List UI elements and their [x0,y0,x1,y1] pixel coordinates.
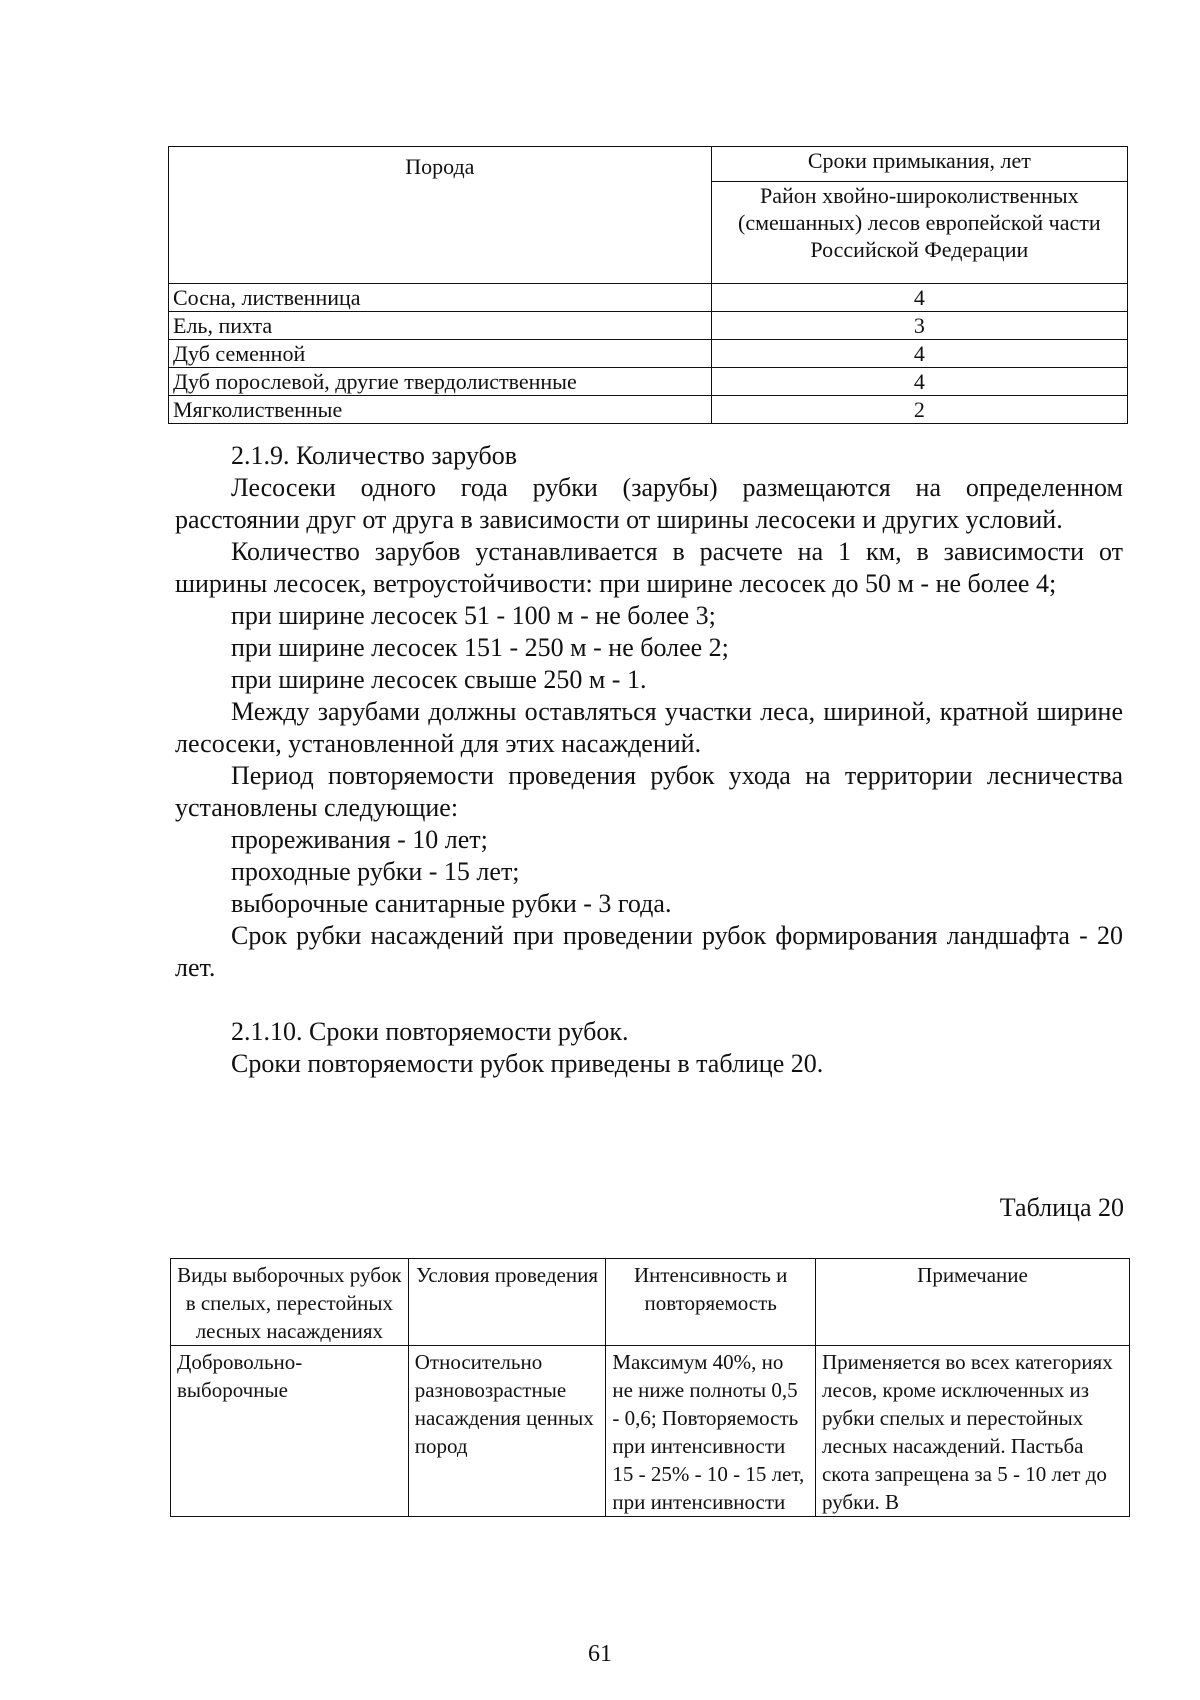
table-row [171,1346,1130,1517]
section-heading: 2.1.10. Сроки повторяемости рубок. [231,1017,629,1046]
table2-header: Условия проведения [408,1259,606,1346]
paragraph: Лесосеки одного года рубки (зарубы) размещаются на определенном расстоянии друг от друга в зависимости от ширины лесосеки и других условий. [175,473,1123,534]
table1-header-terms: Сроки примыкания, лет [711,147,1127,182]
table1-years-cell: 4 [711,368,1127,396]
paragraph: Период повторяемости проведения рубок ухода на территории лесничества установлены следующие: [175,761,1123,822]
table1-years-cell: 4 [711,284,1127,312]
table-row [169,396,1128,424]
page-number: 61 [588,1641,612,1667]
table-row [169,312,1128,340]
list-line: прореживания - 10 лет; [231,825,488,854]
table2-header: Виды выборочных рубок в спелых, перестойных лесных насаждениях [171,1259,409,1346]
table2-cell: Относительно разновозрастные насаждения ценных пород [408,1346,606,1517]
table2-header: Примечание [815,1259,1129,1346]
table1-species-cell: Сосна, лиственница [169,284,712,312]
table-row [169,284,1128,312]
table1-species-cell: Дуб семенной [169,340,712,368]
paragraph: Сроки повторяемости рубок приведены в таблице 20. [231,1049,824,1078]
table2-cell: Применяется во всех категориях лесов, кроме исключенных из рубки спелых и перестойных лесных насаждений. Пастьба скота запрещена за 5 - 10 лет до рубки. В [815,1346,1129,1517]
paragraph: Между зарубами должны оставляться участки леса, шириной, кратной ширине лесосеки, установленной для этих насаждений. [175,697,1123,758]
section-2-1-9 [175,440,1123,1080]
table2-cell: Максимум 40%, но не ниже полноты 0,5 - 0,6; Повторяемость при интенсивности 15 - 25% - 10 - 15 лет, при интенсивности [606,1346,816,1517]
table2-cell: Добровольно-выборочные [171,1346,409,1517]
table-row [169,340,1128,368]
table1-species-cell: Мягколиственные [169,396,712,424]
list-line: проходные рубки - 15 лет; [231,857,520,886]
table1-years-cell: 2 [711,396,1127,424]
table1-species-cell: Ель, пихта [169,312,712,340]
paragraph: Количество зарубов устанавливается в расчете на 1 км, в зависимости от ширины лесосек, ветроустойчивости: при ширине лесосек до 50 м - не более 4; [175,537,1123,598]
table1-header-species: Порода [169,147,712,284]
list-line: при ширине лесосек свыше 250 м - 1. [231,665,647,694]
list-line: выборочные санитарные рубки - 3 года. [231,889,672,918]
adjacency-table [168,146,1128,424]
paragraph: Срок рубки насаждений при проведении рубок формирования ландшафта - 20 лет. [175,921,1123,982]
section-heading: 2.1.9. Количество зарубов [231,441,517,470]
table2-header: Интенсивность и повторяемость [606,1259,816,1346]
table-caption: Таблица 20 [999,1193,1124,1222]
table1-years-cell: 3 [711,312,1127,340]
list-line: при ширине лесосек 151 - 250 м - не более 2; [231,633,729,662]
table1-years-cell: 4 [711,340,1127,368]
table1-species-cell: Дуб порослевой, другие твердолиственные [169,368,712,396]
list-line: при ширине лесосек 51 - 100 м - не более 3; [231,601,716,630]
table-row [169,368,1128,396]
table1-subheader-region: Район хвойно-широколиственных (смешанных) лесов европейской части Российской Федерации [711,181,1127,283]
selective-cutting-table [170,1258,1130,1517]
